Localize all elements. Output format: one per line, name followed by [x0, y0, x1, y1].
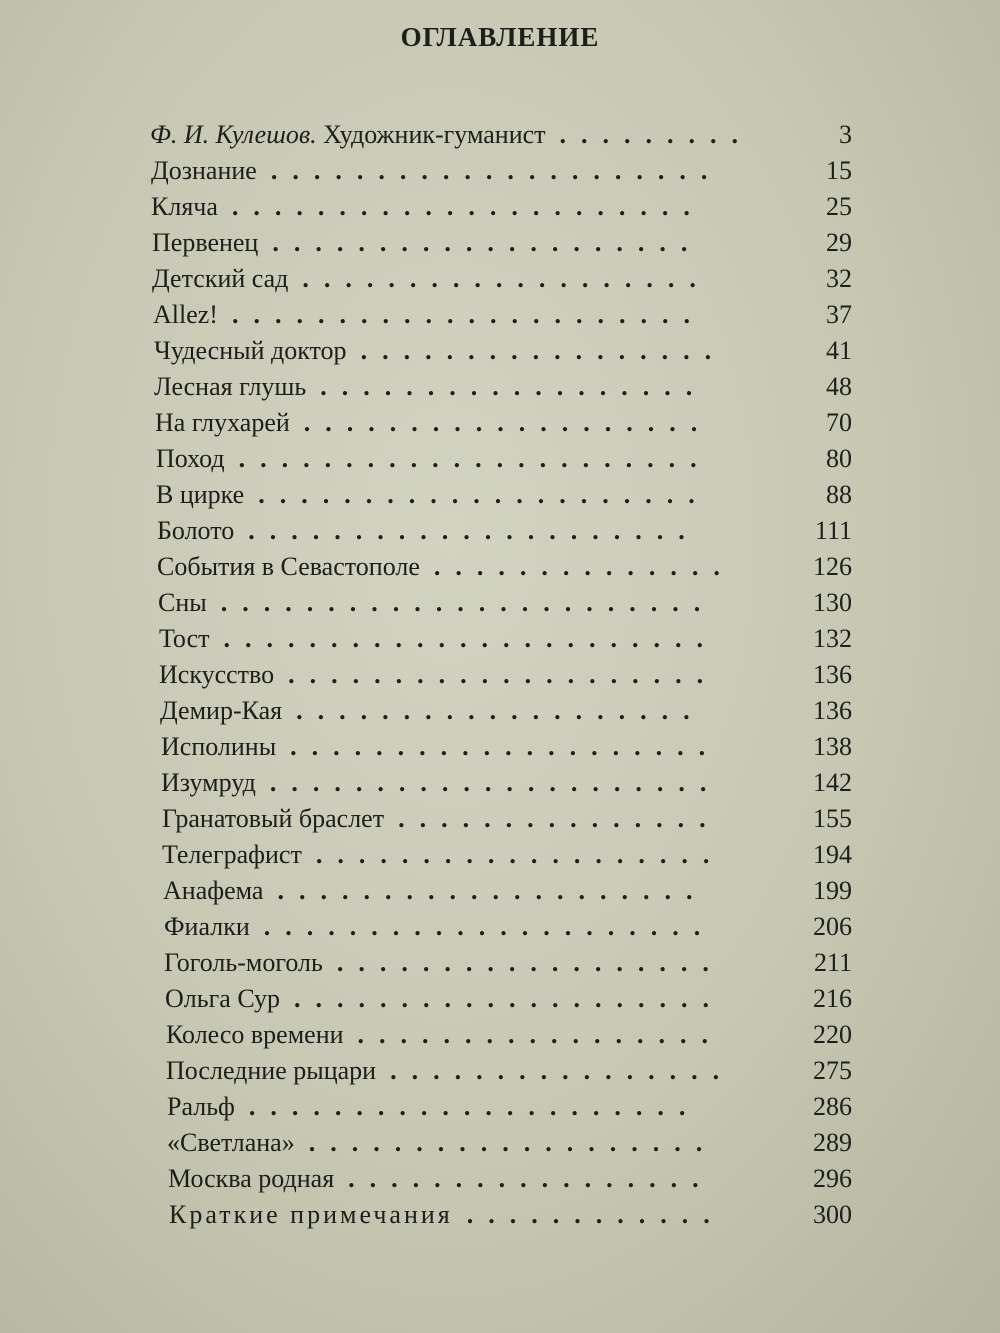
toc-entry-page: 142 — [813, 768, 852, 797]
toc-entry-page: 296 — [813, 1164, 852, 1193]
toc-entry-title — [166, 1018, 344, 1052]
toc-leader-dots: .................. — [320, 372, 708, 401]
toc-entry-title — [166, 1054, 376, 1088]
toc-entry-page: 275 — [813, 1056, 852, 1085]
toc-entry-label: Ральф — [167, 1092, 235, 1121]
toc-leader-dots: ....................... — [220, 588, 716, 617]
toc-entry-label: Allez! — [153, 300, 218, 329]
toc-entry-label: Демир-Кая — [160, 696, 283, 725]
page-title: ОГЛАВЛЕНИЕ — [400, 22, 600, 52]
toc-entry — [167, 1090, 852, 1124]
toc-entry-title — [159, 622, 209, 656]
toc-entry-label: Чудесный доктор — [154, 336, 347, 365]
toc-entry-title — [153, 298, 218, 332]
toc-entry — [157, 514, 852, 548]
toc-entry-page: 70 — [826, 408, 852, 437]
toc-entry-page: 211 — [813, 948, 852, 977]
toc-entry-label: На глухарей — [155, 408, 290, 437]
toc-leader-dots: ..................... — [270, 156, 723, 185]
toc-entry-page: 155 — [813, 804, 852, 833]
toc-entry-title — [169, 1198, 453, 1232]
toc-leader-dots: ..................... — [269, 768, 722, 797]
toc-leader-dots: ................... — [315, 840, 725, 869]
toc-entry-page: 130 — [813, 588, 852, 617]
toc-entry — [161, 766, 852, 800]
toc-leader-dots: ................. — [360, 336, 727, 365]
toc-entry — [161, 730, 852, 764]
toc-entry-title — [155, 406, 290, 440]
toc-entry-label: В цирке — [156, 480, 245, 509]
toc-entry-label: Москва родная — [168, 1164, 335, 1193]
toc-entry-title — [160, 694, 282, 728]
toc-entry-page: 132 — [813, 624, 852, 653]
toc-entry-title — [152, 262, 288, 296]
toc-entry-label: Краткие примечания — [169, 1200, 453, 1229]
toc-entry-page: 199 — [813, 876, 852, 905]
toc-leader-dots: .................... — [288, 660, 719, 689]
toc-entry — [157, 550, 852, 584]
toc-leader-dots: ............... — [398, 804, 721, 833]
toc-leader-dots: ............ — [466, 1200, 725, 1229]
toc-entry-page: 48 — [826, 372, 852, 401]
toc-leader-dots: ................... — [296, 696, 705, 725]
toc-leader-dots: .................... — [272, 228, 703, 257]
toc-leader-dots: ..................... — [258, 480, 710, 509]
toc-entry — [162, 838, 852, 872]
toc-entry-title — [159, 658, 274, 692]
toc-entry-page: 136 — [813, 696, 852, 725]
toc-entry — [164, 910, 852, 944]
toc-entry-label: Анафема — [163, 876, 264, 905]
toc-entry-page: 138 — [813, 732, 852, 761]
toc-entry-page: 37 — [826, 300, 852, 329]
toc-entry-title — [165, 982, 280, 1016]
toc-entry-page: 80 — [826, 444, 852, 473]
toc-entry-label: Фиалки — [164, 912, 250, 941]
toc-entry-title — [158, 586, 207, 620]
toc-entry-title — [164, 946, 323, 980]
toc-entry-page: 25 — [826, 192, 852, 221]
toc-entry-label: Изумруд — [161, 768, 256, 797]
toc-entry-title — [157, 514, 234, 548]
toc-entry — [151, 190, 852, 224]
toc-entry-page: 194 — [813, 840, 852, 869]
toc-entry-label: События в Севастополе — [157, 552, 420, 581]
toc-entry — [152, 262, 852, 296]
toc-entry — [166, 1054, 852, 1088]
toc-entry-title — [164, 910, 250, 944]
toc-entry-label: Дознание — [151, 156, 257, 185]
toc-entry-page: 136 — [813, 660, 852, 689]
toc-entry — [168, 1162, 852, 1196]
toc-entry-title — [162, 838, 302, 872]
toc-entry — [159, 622, 852, 656]
toc-entry-label: Гоголь-моголь — [164, 948, 323, 977]
toc-entry-label: Лесная глушь — [154, 372, 307, 401]
toc-entry — [150, 118, 852, 152]
toc-entry-title — [157, 550, 420, 584]
toc-entry — [159, 658, 852, 692]
toc-entry-page: 15 — [826, 156, 852, 185]
toc-entry-label: Исполины — [161, 732, 277, 761]
toc-entry — [163, 874, 852, 908]
toc-leader-dots: ..................... — [248, 516, 700, 545]
toc-entry-title — [167, 1090, 235, 1124]
toc-entry-page: 32 — [826, 264, 852, 293]
toc-entry — [154, 334, 852, 368]
toc-entry-label: Болото — [157, 516, 235, 545]
toc-leader-dots: ...................... — [231, 300, 705, 329]
toc-leader-dots: ................. — [357, 1020, 724, 1049]
toc-entry — [164, 946, 852, 980]
toc-entry — [165, 982, 852, 1016]
toc-entry-title — [152, 226, 258, 260]
toc-leader-dots: .................... — [290, 732, 721, 761]
toc-entry — [154, 370, 852, 404]
toc-entry-title — [151, 190, 218, 224]
toc-entry — [152, 226, 852, 260]
toc-leader-dots: ................... — [303, 408, 713, 437]
toc-leader-dots: ................ — [390, 1056, 735, 1085]
toc-entry-page: 111 — [814, 516, 852, 545]
toc-leader-dots: ................... — [308, 1128, 718, 1157]
toc-leader-dots: ................. — [348, 1164, 714, 1193]
toc-entry-title — [154, 370, 306, 404]
toc-entry-label: Поход — [156, 444, 225, 473]
toc-leader-dots: ......... — [559, 120, 754, 149]
toc-leader-dots: .................... — [277, 876, 708, 905]
toc-entry-page: 41 — [826, 336, 852, 365]
toc-entry — [153, 298, 852, 332]
toc-entry-page: 3 — [839, 120, 852, 149]
toc-entry-label: Гранатовый браслет — [162, 804, 385, 833]
toc-entry-page: 216 — [813, 984, 852, 1013]
toc-entry-title — [162, 802, 384, 836]
toc-entry-label: Детский сад — [152, 264, 289, 293]
toc-entry-label: Тост — [159, 624, 210, 653]
toc-entry-label: Искусство — [159, 660, 275, 689]
toc-entry — [155, 406, 852, 440]
toc-entry-page: 88 — [826, 480, 852, 509]
toc-entry-title — [161, 730, 276, 764]
toc-entry-label: Художник-гуманист — [323, 120, 546, 149]
toc-leader-dots: .................... — [294, 984, 725, 1013]
toc-entry — [166, 1018, 852, 1052]
toc-entry-title — [167, 1126, 295, 1160]
toc-leader-dots: ..................... — [263, 912, 716, 941]
toc-entry-label: «Светлана» — [167, 1128, 295, 1157]
toc-entry-title — [161, 766, 256, 800]
toc-leader-dots: .................. — [336, 948, 724, 977]
toc-leader-dots: ...................... — [231, 192, 705, 221]
toc-entry-page: 289 — [813, 1128, 852, 1157]
toc-entry — [156, 442, 852, 476]
toc-entry-label: Кляча — [151, 192, 218, 221]
toc-entry — [162, 802, 852, 836]
toc-entry-page: 286 — [813, 1092, 852, 1121]
toc-entry-label: Последние рыцари — [166, 1056, 377, 1085]
toc-entry-author: Ф. И. Кулешов. — [150, 120, 317, 149]
toc-entry — [167, 1126, 852, 1160]
toc-entry-page: 300 — [813, 1200, 852, 1229]
toc-entry-label: Телеграфист — [162, 840, 302, 869]
toc-leader-dots: ................... — [302, 264, 711, 293]
toc-entry-label: Колесо времени — [166, 1020, 344, 1049]
toc-entry-title — [156, 442, 225, 476]
toc-entry — [169, 1198, 852, 1232]
toc-entry-page: 126 — [813, 552, 852, 581]
toc-entry-title — [156, 478, 244, 512]
toc-entry-page: 29 — [826, 228, 852, 257]
toc-entry — [151, 154, 852, 188]
toc-entry-label: Сны — [158, 588, 207, 617]
toc-entry — [158, 586, 852, 620]
toc-entry-title — [163, 874, 263, 908]
toc-entry — [160, 694, 852, 728]
toc-leader-dots: .............. — [433, 552, 735, 581]
toc-entry-title — [150, 118, 546, 152]
toc-entry-page: 206 — [813, 912, 852, 941]
toc-entry-label: Первенец — [152, 228, 259, 257]
toc-entry-title — [154, 334, 347, 368]
toc-leader-dots: ...................... — [238, 444, 712, 473]
toc-leader-dots: ..................... — [248, 1092, 701, 1121]
toc-entry-label: Ольга Сур — [165, 984, 281, 1013]
toc-entry-page: 220 — [813, 1020, 852, 1049]
toc-entry-title — [168, 1162, 334, 1196]
toc-entry — [156, 478, 852, 512]
toc-entry-title — [151, 154, 257, 188]
toc-leader-dots: ....................... — [223, 624, 718, 653]
